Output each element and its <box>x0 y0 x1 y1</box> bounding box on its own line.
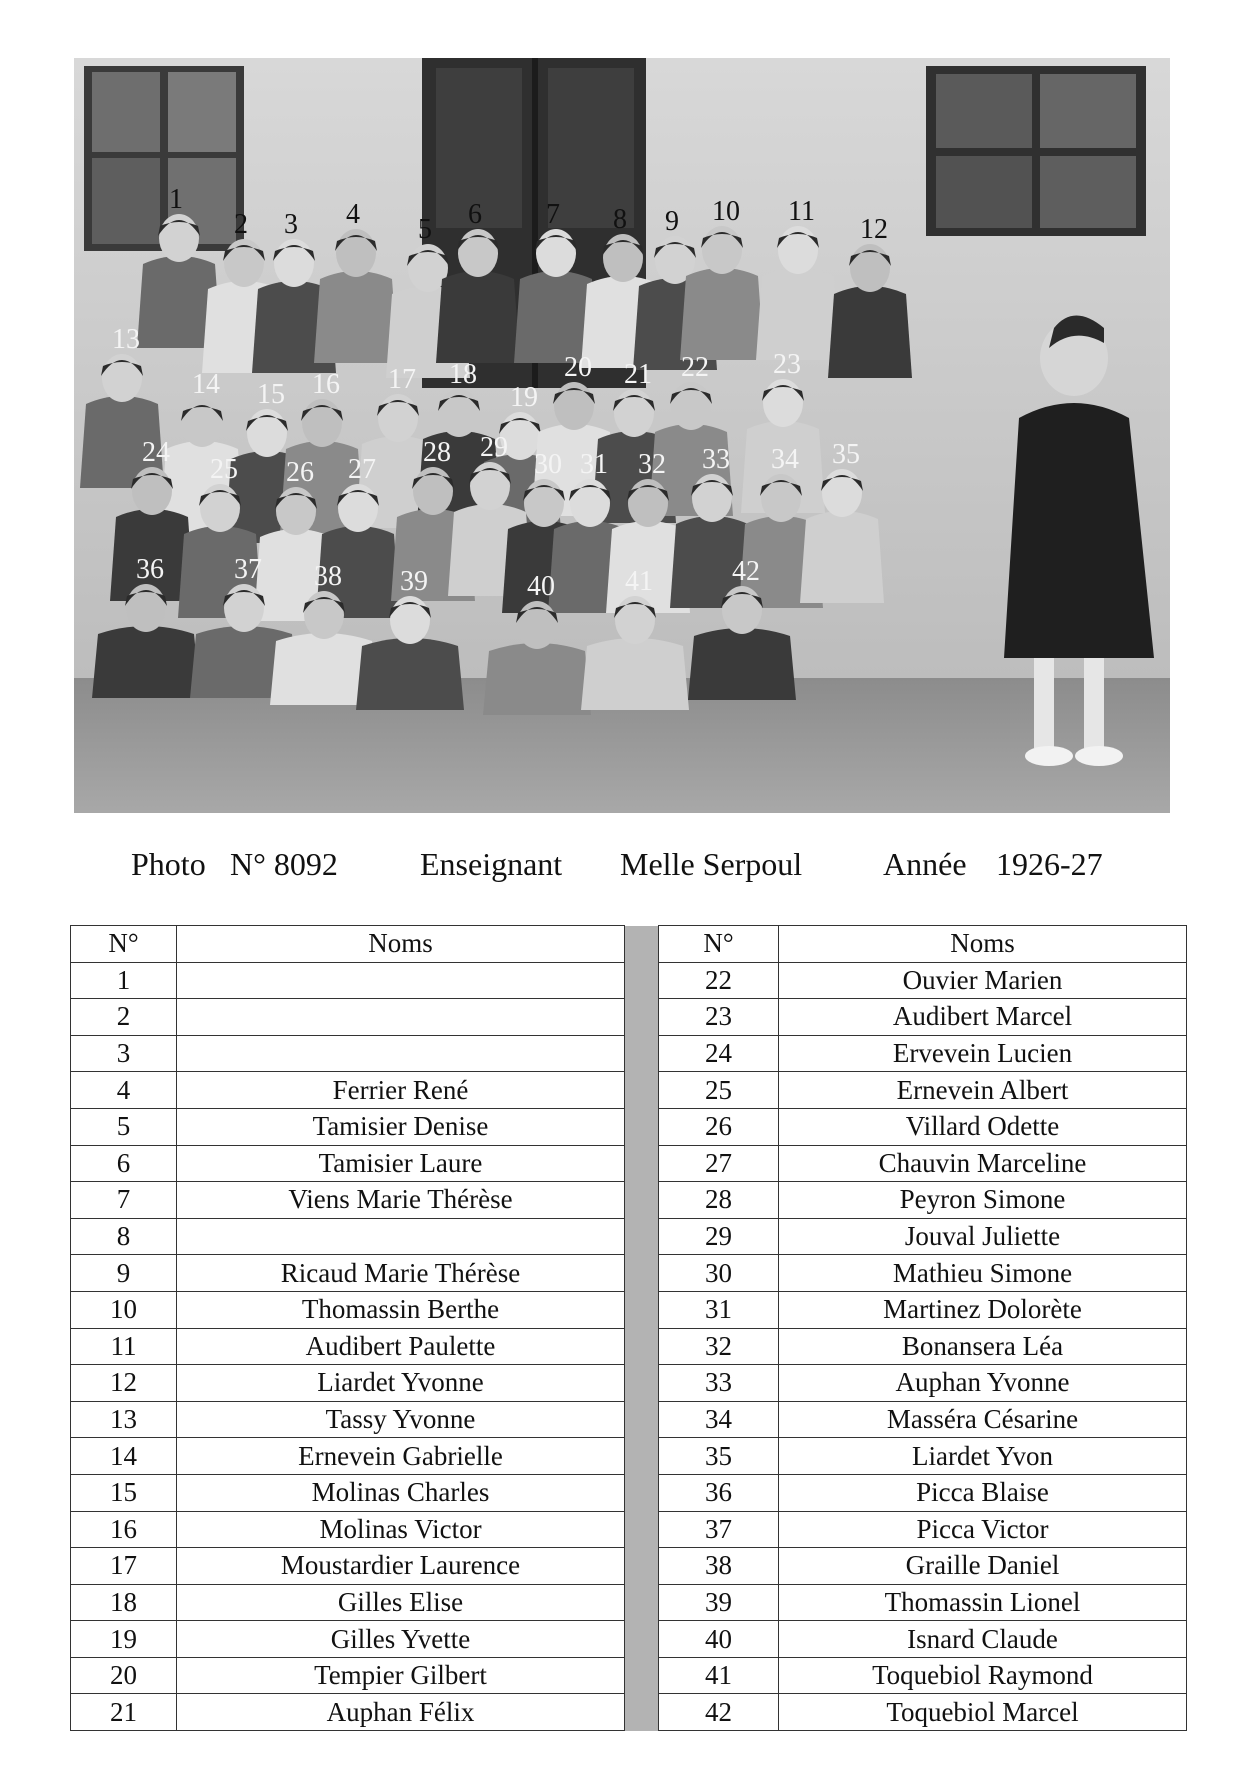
student-name: Picca Blaise <box>779 1474 1187 1511</box>
student-number: 30 <box>659 1255 779 1292</box>
student-number: 29 <box>659 1218 779 1255</box>
student-name: Jouval Juliette <box>779 1218 1187 1255</box>
child-number-label: 3 <box>284 209 298 240</box>
table-row <box>71 1182 1187 1219</box>
student-name: Moustardier Laurence <box>177 1548 625 1585</box>
column-divider <box>625 1072 659 1109</box>
student-number: 25 <box>659 1072 779 1109</box>
header-names-right: Noms <box>779 926 1187 963</box>
column-divider <box>625 1438 659 1475</box>
student-number: 13 <box>71 1401 177 1438</box>
student-number: 40 <box>659 1621 779 1658</box>
child-number-label: 18 <box>449 359 477 390</box>
column-divider <box>625 962 659 999</box>
table-row <box>71 1401 1187 1438</box>
student-number: 33 <box>659 1365 779 1402</box>
student-number: 36 <box>659 1474 779 1511</box>
table-row <box>71 1584 1187 1621</box>
student-number: 9 <box>71 1255 177 1292</box>
student-name: Molinas Charles <box>177 1474 625 1511</box>
table-row <box>71 1621 1187 1658</box>
student-name: Thomassin Berthe <box>177 1291 625 1328</box>
student-name: Ernevein Albert <box>779 1072 1187 1109</box>
student-name: Tassy Yvonne <box>177 1401 625 1438</box>
student-name: Martinez Dolorète <box>779 1291 1187 1328</box>
student-number: 16 <box>71 1511 177 1548</box>
column-divider <box>625 1218 659 1255</box>
student-number: 17 <box>71 1548 177 1585</box>
student-number: 23 <box>659 999 779 1036</box>
class-photo <box>74 58 1170 813</box>
student-name: Audibert Paulette <box>177 1328 625 1365</box>
student-roster-table <box>70 925 1187 1731</box>
student-number: 22 <box>659 962 779 999</box>
child-number-label: 11 <box>788 196 815 227</box>
child-number-label: 5 <box>418 214 432 245</box>
child-number-label: 29 <box>480 432 508 463</box>
column-divider <box>625 1474 659 1511</box>
student-name: Isnard Claude <box>779 1621 1187 1658</box>
column-divider <box>625 1401 659 1438</box>
student-number: 32 <box>659 1328 779 1365</box>
column-divider <box>625 1035 659 1072</box>
table-row <box>71 1328 1187 1365</box>
student-name: Gilles Elise <box>177 1584 625 1621</box>
child-number-label: 26 <box>286 457 314 488</box>
table-row <box>71 999 1187 1036</box>
student-name: Mathieu Simone <box>779 1255 1187 1292</box>
child-number-label: 34 <box>771 444 799 475</box>
student-number: 1 <box>71 962 177 999</box>
student-number: 15 <box>71 1474 177 1511</box>
child-number-label: 10 <box>712 196 740 227</box>
student-number: 38 <box>659 1548 779 1585</box>
student-number: 37 <box>659 1511 779 1548</box>
table-row <box>71 1438 1187 1475</box>
child-number-label: 14 <box>192 369 220 400</box>
student-number: 42 <box>659 1694 779 1731</box>
student-number: 41 <box>659 1657 779 1694</box>
student-name: Ervevein Lucien <box>779 1035 1187 1072</box>
student-name: Tempier Gilbert <box>177 1657 625 1694</box>
student-number: 21 <box>71 1694 177 1731</box>
table-row <box>71 1255 1187 1292</box>
table-header-row <box>71 926 1187 963</box>
child-number-label: 27 <box>348 454 376 485</box>
column-divider <box>625 1657 659 1694</box>
year-value: 1926-27 <box>996 846 1103 882</box>
child-number-label: 41 <box>625 566 653 597</box>
student-number: 28 <box>659 1182 779 1219</box>
student-number: 5 <box>71 1108 177 1145</box>
student-name: Thomassin Lionel <box>779 1584 1187 1621</box>
child-number-label: 24 <box>142 437 170 468</box>
student-name <box>177 999 625 1036</box>
header-number: N° <box>71 926 177 963</box>
child-number-label: 8 <box>613 204 627 235</box>
student-name: Chauvin Marceline <box>779 1145 1187 1182</box>
child-number-label: 12 <box>860 214 888 245</box>
student-name: Auphan Félix <box>177 1694 625 1731</box>
student-number: 6 <box>71 1145 177 1182</box>
child-number-label: 13 <box>112 324 140 355</box>
student-name: Toquebiol Raymond <box>779 1657 1187 1694</box>
student-name <box>177 1035 625 1072</box>
table-row <box>71 1291 1187 1328</box>
student-name: Ricaud Marie Thérèse <box>177 1255 625 1292</box>
column-divider <box>625 1108 659 1145</box>
table-row <box>71 962 1187 999</box>
child-number-label: 15 <box>257 379 285 410</box>
student-name <box>177 962 625 999</box>
student-name: Molinas Victor <box>177 1511 625 1548</box>
column-divider <box>625 1145 659 1182</box>
child-number-label: 38 <box>314 561 342 592</box>
student-name: Masséra Césarine <box>779 1401 1187 1438</box>
student-number: 14 <box>71 1438 177 1475</box>
student-name: Liardet Yvon <box>779 1438 1187 1475</box>
student-name: Tamisier Laure <box>177 1145 625 1182</box>
student-name: Gilles Yvette <box>177 1621 625 1658</box>
student-name: Graille Daniel <box>779 1548 1187 1585</box>
student-number: 8 <box>71 1218 177 1255</box>
student-number: 35 <box>659 1438 779 1475</box>
photo-number: N° 8092 <box>230 846 338 882</box>
column-divider <box>625 1511 659 1548</box>
student-number: 3 <box>71 1035 177 1072</box>
student-name: Picca Victor <box>779 1511 1187 1548</box>
student-number: 10 <box>71 1291 177 1328</box>
table-row <box>71 1694 1187 1731</box>
class-photo-drawing <box>74 58 1170 813</box>
child-number-label: 37 <box>234 554 262 585</box>
child-number-label: 2 <box>234 209 248 240</box>
column-divider <box>625 1328 659 1365</box>
student-number: 11 <box>71 1328 177 1365</box>
header-number-right: N° <box>659 926 779 963</box>
header-names: Noms <box>177 926 625 963</box>
right-window <box>926 66 1146 236</box>
column-divider <box>625 926 659 963</box>
table-row <box>71 1218 1187 1255</box>
child-number-label: 40 <box>527 571 555 602</box>
child-number-label: 1 <box>169 184 183 215</box>
child-number-label: 30 <box>534 449 562 480</box>
student-name: Bonansera Léa <box>779 1328 1187 1365</box>
child-number-label: 17 <box>388 364 416 395</box>
table-row <box>71 1072 1187 1109</box>
student-name: Tamisier Denise <box>177 1108 625 1145</box>
child-number-label: 31 <box>580 449 608 480</box>
student-name: Ferrier René <box>177 1072 625 1109</box>
student-name: Villard Odette <box>779 1108 1187 1145</box>
student-name: Viens Marie Thérèse <box>177 1182 625 1219</box>
table-row <box>71 1548 1187 1585</box>
child-number-label: 33 <box>702 444 730 475</box>
table-row <box>71 1035 1187 1072</box>
student-name: Ouvier Marien <box>779 962 1187 999</box>
student-name: Auphan Yvonne <box>779 1365 1187 1402</box>
child-number-label: 7 <box>546 199 560 230</box>
student-number: 2 <box>71 999 177 1036</box>
child-number-label: 39 <box>400 566 428 597</box>
column-divider <box>625 1621 659 1658</box>
table-row <box>71 1657 1187 1694</box>
student-number: 20 <box>71 1657 177 1694</box>
child-number-label: 35 <box>832 439 860 470</box>
child-number-label: 28 <box>423 437 451 468</box>
table-row <box>71 1474 1187 1511</box>
student-name: Peyron Simone <box>779 1182 1187 1219</box>
student-number: 7 <box>71 1182 177 1219</box>
column-divider <box>625 1291 659 1328</box>
teacher-label: Enseignant <box>420 846 563 882</box>
student-number: 26 <box>659 1108 779 1145</box>
child-number-label: 4 <box>346 199 360 230</box>
child-number-label: 23 <box>773 349 801 380</box>
child-number-label: 25 <box>210 454 238 485</box>
table-row <box>71 1145 1187 1182</box>
photo-label: Photo <box>131 846 206 882</box>
column-divider <box>625 1694 659 1731</box>
child-number-label: 6 <box>468 199 482 230</box>
column-divider <box>625 1548 659 1585</box>
student-name <box>177 1218 625 1255</box>
student-number: 18 <box>71 1584 177 1621</box>
student-number: 24 <box>659 1035 779 1072</box>
student-number: 39 <box>659 1584 779 1621</box>
child-number-label: 9 <box>665 206 679 237</box>
child-number-label: 36 <box>136 554 164 585</box>
student-number: 12 <box>71 1365 177 1402</box>
table-row <box>71 1365 1187 1402</box>
child-number-label: 19 <box>510 382 538 413</box>
teacher-name: Melle Serpoul <box>620 846 803 882</box>
child-number-label: 32 <box>638 449 666 480</box>
child-number-label: 22 <box>681 352 709 383</box>
child-number-label: 20 <box>564 352 592 383</box>
column-divider <box>625 999 659 1036</box>
student-number: 19 <box>71 1621 177 1658</box>
student-name: Audibert Marcel <box>779 999 1187 1036</box>
student-number: 27 <box>659 1145 779 1182</box>
student-number: 34 <box>659 1401 779 1438</box>
column-divider <box>625 1255 659 1292</box>
student-name: Ernevein Gabrielle <box>177 1438 625 1475</box>
student-number: 4 <box>71 1072 177 1109</box>
table-row <box>71 1108 1187 1145</box>
student-name: Toquebiol Marcel <box>779 1694 1187 1731</box>
child-number-label: 42 <box>732 556 760 587</box>
student-name: Liardet Yvonne <box>177 1365 625 1402</box>
student-number: 31 <box>659 1291 779 1328</box>
column-divider <box>625 1584 659 1621</box>
column-divider <box>625 1365 659 1402</box>
child-number-label: 16 <box>312 369 340 400</box>
table-row <box>71 1511 1187 1548</box>
year-label: Année <box>883 846 967 882</box>
column-divider <box>625 1182 659 1219</box>
child-number-label: 21 <box>624 359 652 390</box>
